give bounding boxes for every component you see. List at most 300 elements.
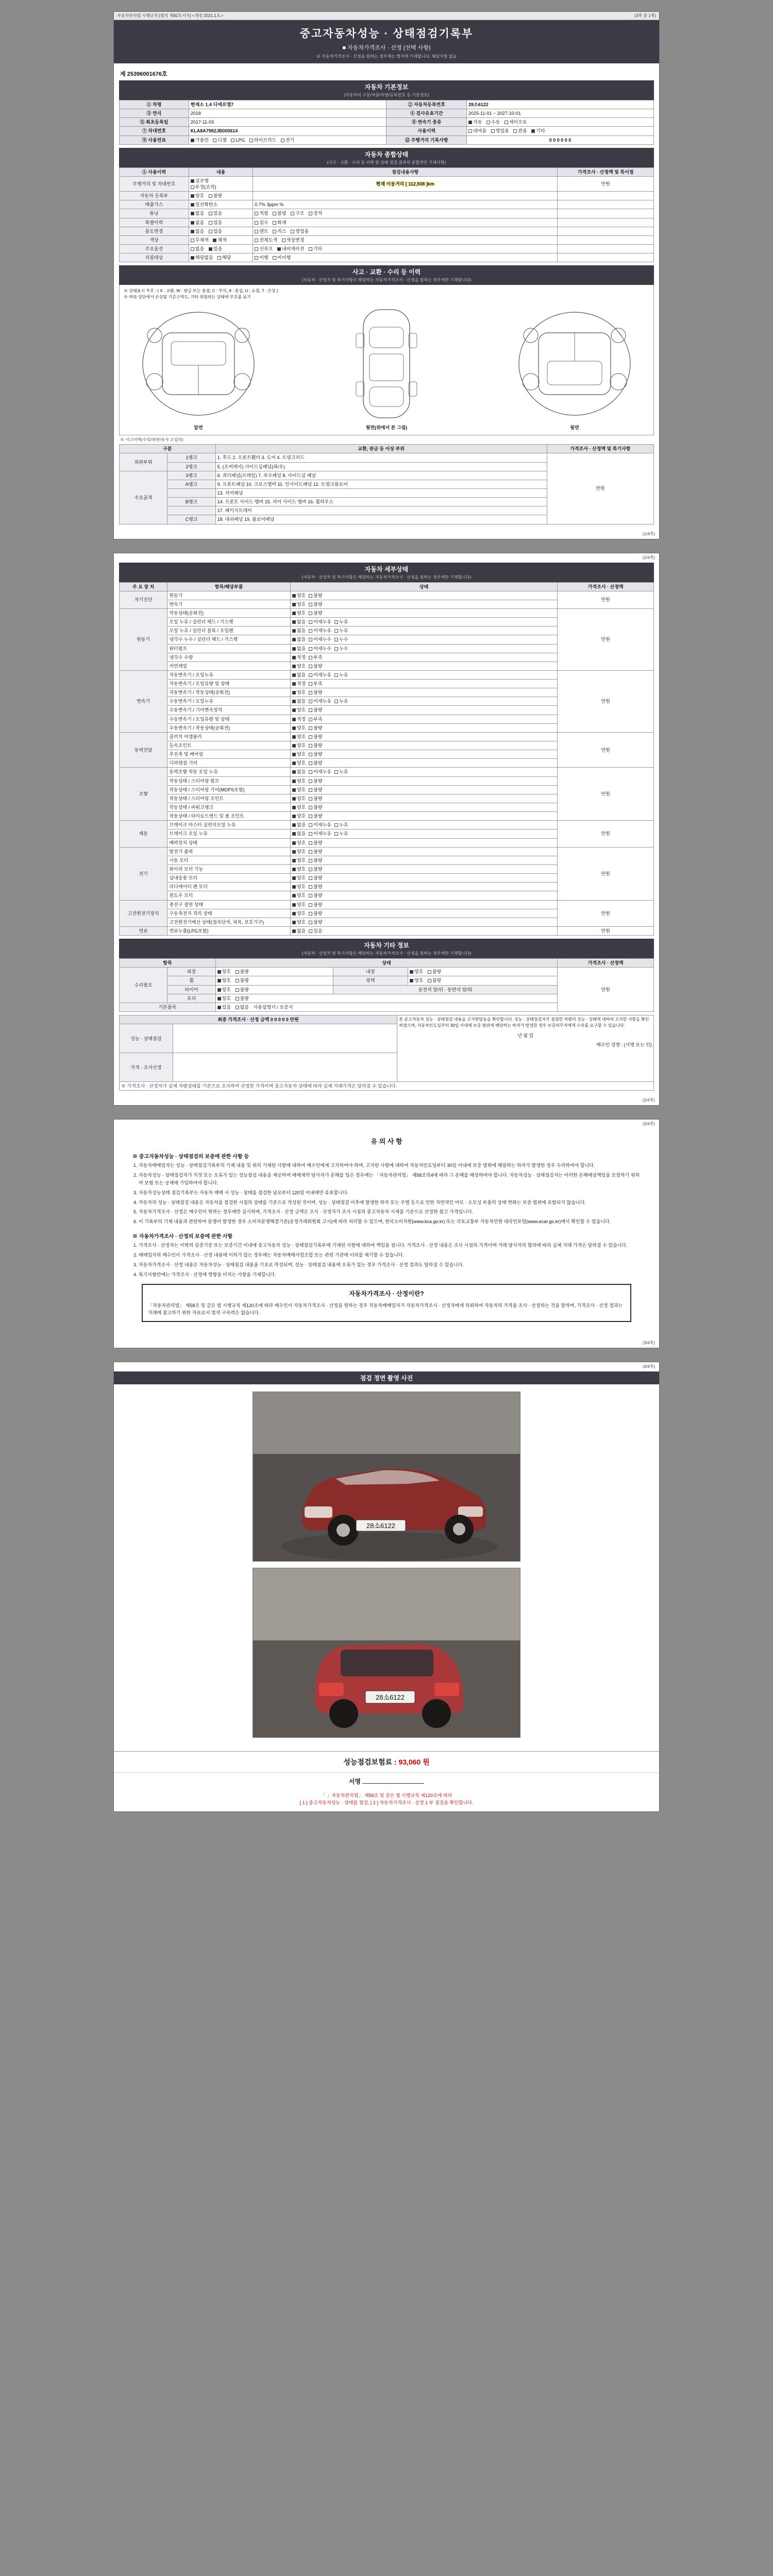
checkbox-box (309, 656, 312, 659)
detail-item-options (290, 883, 558, 891)
checkbox-4-1-0[interactable] (292, 778, 306, 784)
checkbox-7-0-0[interactable] (292, 902, 306, 908)
checkbox-label: 양호 (296, 734, 306, 739)
checkbox-5-1-0[interactable] (292, 831, 306, 837)
checkbox-6-0-0[interactable] (292, 849, 306, 855)
checkbox-fuel-lpg[interactable]: LPG (231, 137, 245, 143)
checkbox-2-5-1[interactable] (309, 716, 322, 722)
checkbox-0-0-1[interactable] (309, 592, 322, 599)
mileage-reading: 현재 이동거리 [ 112,938 ]km (376, 181, 434, 187)
detail-item-label: 등속조인트 (167, 741, 291, 750)
checkbox-special-flood[interactable]: 침수 (255, 219, 268, 226)
inspector-signature-area[interactable] (173, 1024, 397, 1053)
checkbox-5-0-1[interactable] (309, 822, 331, 828)
table-row (120, 847, 654, 856)
checkbox-box (292, 823, 296, 827)
checkbox-manual-present[interactable]: 있음 (217, 1004, 231, 1010)
checkbox-tuning-legal[interactable]: 적법 (255, 210, 268, 216)
checkbox-4-0-2[interactable] (334, 769, 348, 775)
checkbox-3-3-1[interactable] (309, 760, 322, 766)
checkbox-6-1-0[interactable] (292, 857, 306, 863)
notice-list-appraisal (139, 1242, 642, 1278)
checkbox-6-0-1[interactable] (309, 849, 322, 855)
checkbox-tire-bad[interactable]: 불량 (236, 987, 249, 993)
checkbox-box (292, 841, 296, 845)
checkbox-color-full-paint[interactable]: 전체도색 (255, 237, 277, 243)
checkbox-box (309, 700, 312, 703)
checkbox-box (309, 620, 312, 624)
checkbox-label: 불량 (313, 840, 323, 845)
checkbox-box (292, 718, 296, 721)
row-label-registry: 자동차 등록부 (120, 192, 189, 200)
table-row (120, 608, 654, 617)
checkbox-0-1-0[interactable] (292, 601, 306, 607)
checkbox-wheel-bad[interactable]: 불량 (236, 977, 249, 984)
checkbox-registry-bad[interactable]: 불량 (209, 193, 222, 199)
checkbox-registry-good[interactable]: 양호 (191, 193, 204, 199)
checkbox-interior-good[interactable]: 양호 (410, 969, 423, 975)
detail-item-label: 수동변속기 / 작동상태(공회전) (167, 723, 291, 732)
checkbox-1-6-1[interactable] (309, 663, 322, 669)
checkbox-label: 미세누유 (313, 822, 331, 828)
checkbox-fuel-diesel[interactable]: 디젤 (213, 137, 226, 143)
photo-section-title: 점검 정면 촬영 사진 (360, 1374, 413, 1382)
value-registration-number: 28소6122 (467, 100, 654, 109)
checkbox-4-0-0[interactable] (292, 769, 306, 775)
checkbox-5-2-1[interactable] (309, 840, 322, 846)
panel-outer-label: 외판부위 (120, 453, 167, 471)
checkbox-options-none[interactable]: 없음 (191, 246, 204, 252)
checkbox-use-public[interactable]: 관용 (513, 128, 527, 134)
checkbox-label: 불량 (313, 601, 323, 607)
checkbox-fuel-hybrid[interactable]: 하이브리드 (249, 137, 276, 143)
checkbox-wheel-good[interactable]: 양호 (217, 977, 231, 984)
checkbox-fuel-electric[interactable]: 전기 (281, 137, 294, 143)
detail-item-options (290, 591, 558, 600)
detail-item-label: 커먼레일 (167, 662, 291, 670)
detail-item-label: 발전기 출력 (167, 847, 291, 856)
checkbox-tuning-device[interactable]: 장치 (309, 210, 322, 216)
checkbox-usechange-lease[interactable]: 리스 (273, 228, 286, 234)
checkbox-7-2-1[interactable] (309, 919, 322, 925)
checkbox-4-3-0[interactable] (292, 795, 306, 802)
detail-item-label: 작동상태 / 스티어링 펌프 (167, 776, 291, 785)
signature-input[interactable] (362, 1783, 424, 1784)
detail-item-label: 변속기 (167, 600, 291, 608)
panel-price-value: 만원 (547, 453, 653, 524)
detail-item-label: 브레이크 마스터 실린더오일 누유 (167, 821, 291, 829)
checkbox-box (292, 620, 296, 624)
detail-item-label: 자동변속기 / 작동상태(공회전) (167, 688, 291, 697)
checkbox-box (309, 841, 312, 845)
checkbox-6-4-1[interactable] (309, 884, 322, 890)
checkbox-6-2-0[interactable] (292, 866, 306, 872)
notice-appraisal-item: 2. 매매업자의 매수인이 가격조사 · 산정 내용에 이의가 있는 경우에는 자동차매매사업조합 또는 관련 기관에 이의를 제기할 수 있습니다. (139, 1251, 642, 1259)
checkbox-box (292, 929, 296, 933)
checkbox-2-0-2[interactable] (334, 672, 348, 678)
checkbox-label: 양호 (296, 867, 306, 872)
checkbox-label: 불량 (313, 805, 323, 810)
checkbox-2-1-1[interactable] (309, 681, 322, 687)
checkbox-box (309, 859, 312, 862)
checkbox-box (334, 647, 338, 651)
row-price-registry (558, 192, 654, 200)
detail-item-label: 수동변속기 / 기어변속장치 (167, 706, 291, 715)
buyer-signature-line: 매수인 성명 : (서명 또는 인) (596, 1042, 652, 1047)
appraiser-signature-area[interactable] (173, 1053, 397, 1082)
checkbox-box (309, 691, 312, 694)
detail-item-options (290, 688, 558, 697)
etc-exterior-label: 외장 (167, 968, 215, 976)
checkbox-4-2-1[interactable] (309, 787, 322, 793)
detail-item-label: 배력장치 상태 (167, 838, 291, 847)
checkbox-4-4-1[interactable] (309, 804, 322, 810)
checkbox-1-5-0[interactable] (292, 654, 306, 660)
checkbox-box (309, 806, 312, 809)
checkbox-1-5-1[interactable] (309, 654, 322, 660)
checkbox-glass-bad[interactable]: 불량 (236, 995, 249, 1002)
checkbox-box (334, 638, 338, 641)
checkbox-exterior-good[interactable]: 양호 (217, 969, 231, 975)
detail-item-label: 냉각수 누수 / 실린더 헤드 / 가스켓 (167, 635, 291, 644)
checkbox-color-achromatic[interactable]: 무채색 (191, 237, 209, 243)
checkbox-5-0-2[interactable] (334, 822, 348, 828)
checkbox-tuning-yes[interactable]: 있음 (209, 210, 222, 216)
checkbox-polish-bad[interactable]: 불량 (428, 977, 441, 984)
checkbox-interior-bad[interactable]: 불량 (428, 969, 441, 975)
checkbox-3-2-0[interactable] (292, 751, 306, 757)
detail-item-options (290, 785, 558, 794)
checkbox-box (292, 691, 296, 694)
checkbox-5-1-2[interactable] (334, 831, 348, 837)
page-2 (113, 553, 660, 1106)
checkbox-4-3-1[interactable] (309, 795, 322, 802)
checkbox-box (292, 612, 296, 615)
checkbox-tuning-structure[interactable]: 구조 (291, 210, 304, 216)
checkbox-use-etc[interactable]: 기타 (531, 128, 545, 134)
col-state: 상태 (290, 582, 558, 591)
checkbox-box (292, 761, 296, 765)
checkbox-2-2-0[interactable] (292, 689, 306, 696)
checkbox-0-1-1[interactable] (309, 601, 322, 607)
section-detail-header (119, 563, 654, 582)
checkbox-box (292, 921, 296, 924)
checkbox-1-2-2[interactable] (334, 628, 348, 634)
detail-item-label: 수동변속기 / 오일유량 및 상태 (167, 715, 291, 723)
checkbox-box (292, 708, 296, 712)
detail-group-price-1: 만원 (558, 608, 654, 670)
checkbox-options-etc[interactable]: 기타 (309, 246, 322, 252)
checkbox-label: 불량 (313, 884, 323, 890)
checkbox-4-4-0[interactable] (292, 804, 306, 810)
checkbox-box (292, 656, 296, 659)
checkbox-6-3-0[interactable] (292, 875, 306, 881)
checkbox-special-none[interactable]: 없음 (191, 219, 204, 226)
row-price-emission (558, 200, 654, 209)
checkbox-usechange-rent[interactable]: 렌트 (255, 228, 268, 234)
checkbox-glass-good[interactable]: 양호 (217, 995, 231, 1002)
col-use-history: ① 사용이력 (120, 167, 189, 176)
checkbox-3-0-0[interactable] (292, 734, 306, 740)
checkbox-box (292, 735, 296, 739)
row-opts-special (189, 218, 253, 227)
checkbox-0-0-0[interactable] (292, 592, 306, 599)
checkbox-4-5-0[interactable] (292, 813, 306, 819)
checkbox-box (309, 638, 312, 641)
checkbox-2-3-0[interactable] (292, 698, 306, 704)
checkbox-label: 미세누유 (313, 699, 331, 704)
checkbox-7-1-0[interactable] (292, 910, 306, 917)
checkbox-box (292, 647, 296, 651)
checkbox-box (309, 682, 312, 686)
checkbox-recall-done[interactable]: 이행 (255, 255, 268, 261)
detail-item-label: 디퍼렌셜 기어 (167, 759, 291, 768)
detail-table-body (120, 591, 654, 935)
vehicle-photo-rear[interactable] (253, 1568, 520, 1738)
overall-state-table (119, 167, 654, 263)
table-row (120, 768, 654, 776)
checkbox-1-1-0[interactable] (292, 619, 306, 625)
total-price-note: ※ 가격조사 · 산정자가 실제 차량상태를 기준으로 조사하여 산정한 가격이며 중고자동차 상태에 따라 실제 거래가격은 달라질 수 있습니다. (120, 1082, 654, 1091)
checkbox-label: 양호 (296, 857, 306, 863)
table-row (120, 670, 654, 679)
checkbox-2-4-0[interactable] (292, 707, 306, 713)
checkbox-recall-yes[interactable]: 해당 (217, 255, 231, 261)
checkbox-label: 누유 (339, 831, 348, 837)
checkbox-exterior-bad[interactable]: 불량 (236, 969, 249, 975)
detail-item-label: 와이퍼 모터 기능 (167, 865, 291, 874)
checkbox-1-3-2[interactable] (334, 636, 348, 642)
checkbox-mileage-tamper[interactable]: 부정(조작) (191, 184, 216, 190)
legal-footer (114, 1790, 659, 1812)
section-detail-subtitle: (자동차 · 산정자 및 특기사항은 해당하는 자동차가격조사 · 산정을 원하는 경우에만 기재합니다) (301, 574, 472, 580)
checkbox-1-0-1[interactable] (309, 610, 322, 616)
notice-appraisal-item: 3. 자동차가격조사 · 산정 내용은 자동차성능 · 상태점검 내용을 기초로 작성되며, 성능 · 상태점검 내용에 오류가 있는 경우 가격조사 · 산정 결과도 달라질 수 있습니다. (139, 1261, 642, 1269)
checkbox-usechange-biz[interactable]: 영업용 (291, 228, 309, 234)
checkbox-2-1-0[interactable] (292, 681, 306, 687)
checkbox-box (309, 921, 312, 924)
checkbox-3-0-1[interactable] (309, 734, 322, 740)
total-price-digits: 0 0 0 0 0 만원 (270, 1016, 299, 1022)
table-header-row (120, 445, 654, 453)
checkbox-2-6-1[interactable] (309, 725, 322, 731)
checkbox-8-0-0[interactable] (292, 928, 306, 934)
checkbox-label: 불량 (313, 778, 323, 784)
checkbox-3-1-0[interactable] (292, 742, 306, 749)
checkbox-box (292, 665, 296, 668)
detail-group-price-2: 만원 (558, 670, 654, 732)
checkbox-7-0-1[interactable] (309, 902, 322, 908)
checkbox-emission-co[interactable]: 일산화탄소 (191, 201, 217, 208)
checkbox-1-1-1[interactable] (309, 619, 331, 625)
checkbox-recall-na[interactable]: 해당없음 (191, 255, 213, 261)
checkbox-tuning-none[interactable]: 없음 (191, 210, 204, 216)
checkbox-options-sunroof[interactable]: 선루프 (255, 246, 273, 252)
checkbox-usechange-none[interactable]: 없음 (191, 228, 204, 234)
checkbox-1-2-0[interactable] (292, 628, 306, 634)
checkbox-6-3-1[interactable] (309, 875, 322, 881)
checkbox-box (292, 876, 296, 880)
etc-repair-label: 수리필요 (120, 968, 167, 1003)
row-opts-registry (189, 192, 253, 200)
damage-legend-line2: ※ 하단 상단에서 손상될 기준구역도, 기타 위험하는 상태에 부호를 표기 (124, 295, 251, 300)
checkbox-color-changed[interactable]: 색상변경 (282, 237, 305, 243)
signature-label: 서명 (348, 1777, 361, 1785)
checkbox-1-3-0[interactable] (292, 636, 306, 642)
checkbox-tire-good[interactable]: 양호 (217, 987, 231, 993)
checkbox-1-4-1[interactable] (309, 646, 331, 652)
checkbox-1-0-0[interactable] (292, 610, 306, 616)
checkbox-use-business[interactable]: 영업용 (491, 128, 509, 134)
checkbox-box (292, 629, 296, 633)
checkbox-5-2-0[interactable] (292, 840, 306, 846)
detail-group-price-6: 만원 (558, 847, 654, 900)
table-row (120, 100, 654, 109)
checkbox-2-3-1[interactable] (309, 698, 331, 704)
checkbox-3-2-1[interactable] (309, 751, 322, 757)
section-etc-title: 자동차 기타 정보 (364, 942, 409, 950)
checkbox-label: 불량 (313, 902, 323, 907)
checkbox-label: 적정 (296, 681, 306, 687)
document-title-block (114, 20, 659, 63)
section-accident-header (119, 265, 654, 285)
checkbox-6-5-1[interactable] (309, 892, 322, 899)
etc-tire-label: 타이어 (167, 985, 215, 994)
table-row (120, 135, 654, 144)
checkbox-special-fire[interactable]: 화재 (273, 219, 286, 226)
checkbox-options-navigation[interactable]: 내비게이션 (277, 246, 304, 252)
checkbox-color-chromatic[interactable]: 채색 (213, 237, 226, 243)
checkbox-box (309, 868, 312, 871)
checkbox-box (309, 629, 312, 633)
checkbox-manual-absent[interactable]: 없음 (236, 1004, 249, 1010)
checkbox-trans-auto[interactable]: 자동 (468, 119, 482, 125)
checkbox-2-4-1[interactable] (309, 707, 322, 713)
etc-interior-label: 내장 (333, 968, 408, 976)
checkbox-box (309, 647, 312, 651)
checkbox-options-yes[interactable]: 있음 (209, 246, 222, 252)
detail-item-label: 작동상태 / 스티어링 조인트 (167, 794, 291, 803)
row-value-options (253, 244, 558, 253)
checkbox-box (309, 929, 312, 933)
checkbox-4-2-0[interactable] (292, 787, 306, 793)
checkbox-tuning-illegal[interactable]: 불법 (273, 210, 286, 216)
detail-item-label: 원동기 (167, 591, 291, 600)
section-overall-header (119, 148, 654, 167)
basic-info-table (119, 100, 654, 145)
checkbox-8-0-1[interactable] (309, 928, 322, 934)
checkbox-box (309, 823, 312, 827)
checkbox-4-0-1[interactable] (309, 769, 331, 775)
checkbox-box (292, 903, 296, 907)
total-price-table (119, 1015, 654, 1091)
page2-badge: (2/4쪽) (642, 555, 655, 560)
checkbox-1-1-2[interactable] (334, 619, 348, 625)
checkbox-2-6-0[interactable] (292, 725, 306, 731)
checkbox-label: 미세누유 (313, 619, 331, 625)
checkbox-mileage-actual[interactable]: 실주행 (191, 178, 209, 184)
section-accident-title: 사고 · 교환 · 수리 등 이력 (352, 268, 421, 276)
checkbox-2-0-1[interactable] (309, 672, 331, 678)
table-row (120, 218, 654, 227)
car-top-caption: 윗면(위에서 본 그림) (365, 425, 408, 431)
label-vin: ⑦ 차대번호 (120, 127, 189, 135)
panel-parts-1: 1. 후드 2. 프론트휀더 3. 도어 4. 트렁크리드 (215, 453, 547, 462)
car-top-view (348, 304, 425, 431)
checkbox-4-5-1[interactable] (309, 813, 322, 819)
checkbox-use-rental[interactable]: 대여용 (468, 128, 486, 134)
label-car-name: ① 차명 (120, 100, 189, 109)
checkbox-2-5-0[interactable] (292, 716, 306, 722)
row-price-recall (558, 253, 654, 262)
checkbox-label: 미세누유 (313, 672, 331, 677)
checkbox-1-4-0[interactable] (292, 646, 306, 652)
section-basic-subtitle: (자동차의 구분/차종/차명/등록번호 등 기본정보) (344, 93, 429, 97)
checkbox-label: 양호 (296, 752, 306, 757)
checkbox-trans-semi[interactable]: 세미오토 (505, 119, 527, 125)
checkbox-label: 양호 (296, 840, 306, 845)
checkbox-label: 있음 (313, 928, 323, 934)
vehicle-photo-front[interactable] (253, 1392, 520, 1562)
checkbox-6-2-1[interactable] (309, 866, 322, 872)
checkbox-6-1-1[interactable] (309, 857, 322, 863)
table-header-row (120, 959, 654, 968)
checkbox-6-5-0[interactable] (292, 892, 306, 899)
value-inspection-period: 2025-11-01 ~ 2027-10-01 (467, 109, 654, 118)
panel-parts-2: 5. (오버레이) 사이드실패널(좌/우) (215, 462, 547, 471)
checkbox-box (334, 823, 338, 827)
checkbox-5-0-0[interactable] (292, 822, 306, 828)
checkbox-box (292, 753, 296, 756)
checkbox-box (292, 700, 296, 703)
checkbox-special-yes[interactable]: 있음 (209, 219, 222, 226)
detail-group-price-7: 만원 (558, 900, 654, 926)
detail-item-options (290, 829, 558, 838)
checkbox-label: 양호 (296, 778, 306, 784)
checkbox-3-3-0[interactable] (292, 760, 306, 766)
accident-history-note: ※ 사고이력(수리/외판/유사 소입의) (120, 437, 183, 443)
checkbox-1-4-2[interactable] (334, 646, 348, 652)
checkbox-1-3-1[interactable] (309, 636, 331, 642)
checkbox-box (334, 673, 338, 677)
checkbox-4-1-1[interactable] (309, 778, 322, 784)
etc-price-value: 만원 (558, 968, 654, 1012)
checkbox-7-1-1[interactable] (309, 910, 322, 917)
checkbox-trans-manual[interactable]: 수동 (486, 119, 500, 125)
checkbox-2-0-0[interactable] (292, 672, 306, 678)
checkbox-label: 불량 (313, 787, 323, 792)
checkbox-fuel-gasoline[interactable]: 가솔린 (191, 137, 209, 143)
checkbox-recall-notdone[interactable]: 미이행 (273, 255, 291, 261)
checkbox-label: 미세누유 (313, 628, 331, 634)
checkbox-2-2-1[interactable] (309, 689, 322, 696)
checkbox-usechange-yes[interactable]: 있음 (209, 228, 222, 234)
checkbox-1-2-1[interactable] (309, 628, 331, 634)
checkbox-box (292, 638, 296, 641)
checkbox-box (292, 850, 296, 854)
detail-item-options (290, 865, 558, 874)
checkbox-7-2-0[interactable] (292, 919, 306, 925)
checkbox-5-1-1[interactable] (309, 831, 331, 837)
row-label-options: 주요옵션 (120, 244, 189, 253)
checkbox-2-3-2[interactable] (334, 698, 348, 704)
checkbox-polish-good[interactable]: 양호 (410, 977, 423, 984)
checkbox-6-4-0[interactable] (292, 884, 306, 890)
checkbox-1-6-0[interactable] (292, 663, 306, 669)
checkbox-box (309, 876, 312, 880)
value-vin: KLA8A7982JB000614 (189, 127, 386, 135)
checkbox-3-1-1[interactable] (309, 742, 322, 749)
